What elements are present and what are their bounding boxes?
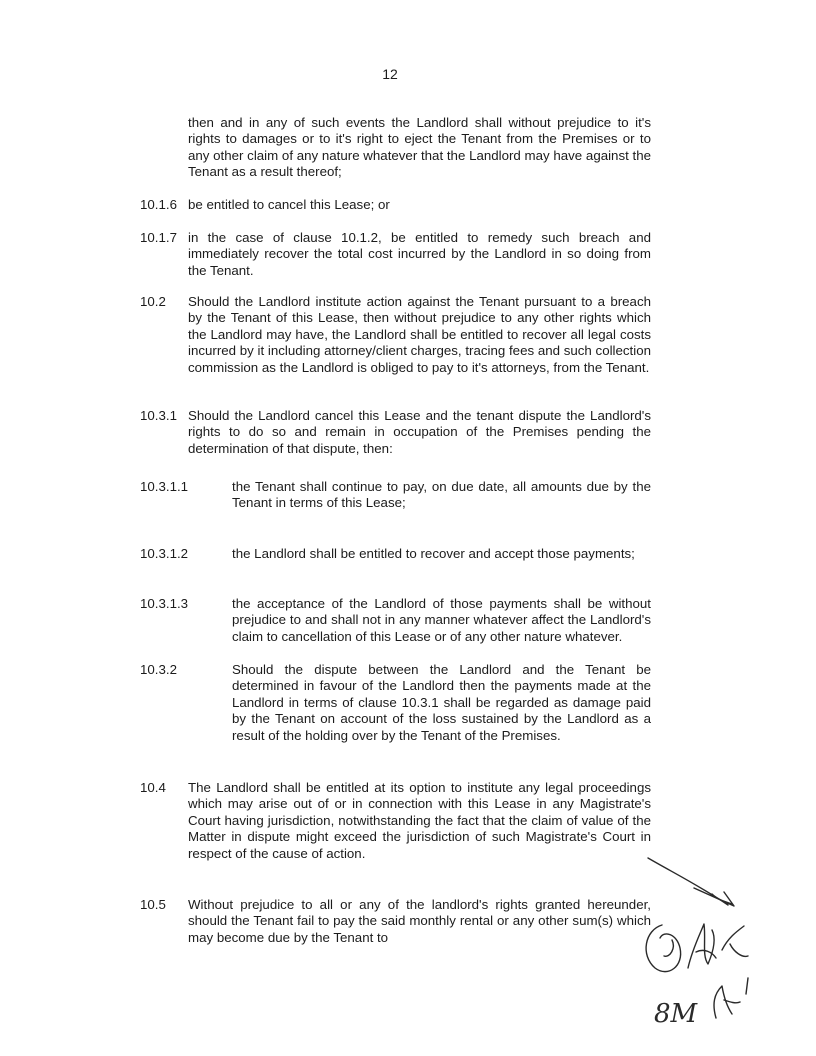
clause-number: 10.1.7 xyxy=(140,230,177,245)
signature-pen-stroke xyxy=(688,924,714,968)
clause-number: 10.3.1 xyxy=(140,408,177,423)
clause-number: 10.5 xyxy=(140,897,166,912)
signature-pen-stroke xyxy=(722,926,748,956)
clause-text: the acceptance of the Landlord of those payments shall be without prejudice to and shall not in any manner whatever affect the Landlord's claim to cancellation of this Lease or of any other nature whatever. xyxy=(232,596,651,644)
signature-pen-stroke xyxy=(712,894,732,904)
clause-number: 10.3.1.3 xyxy=(140,596,189,611)
intro-paragraph: then and in any of such events the Landlord shall without prejudice to it's rights to damages or to it's right to eject the Tenant from the Premises or to any other claim of any nature whatever that the Landlord may have against the Tenant as a result thereof; xyxy=(188,115,651,180)
signature-pen-stroke xyxy=(646,925,681,972)
clause-text: Without prejudice to all or any of the landlord's rights granted hereunder, should the Tenant fail to pay the said monthly rental or any other sum(s) which may become due by the Tenant to xyxy=(188,897,651,945)
clause-number: 10.2 xyxy=(140,294,166,309)
handwritten-initials: 8M xyxy=(654,999,698,1029)
clause-text: be entitled to cancel this Lease; or xyxy=(188,197,390,212)
clause-text: The Landlord shall be entitled at its option to institute any legal proceedings which may arise out of or in connection with this Lease in any Magistrate's Court having jurisdiction, notwithstanding the fact that the claim of value of the Matter in dispute might exceed the jurisdiction of such Magistrate's Court in respect of the cause of action. xyxy=(188,780,651,861)
clause-text: in the case of clause 10.1.2, be entitled to remedy such breach and immediately recover the total cost incurred by the Landlord in so doing from the Tenant. xyxy=(188,230,651,278)
clause-number: 10.1.6 xyxy=(140,197,177,212)
clause-number: 10.3.1.2 xyxy=(140,546,189,561)
clause-text: Should the dispute between the Landlord and the Tenant be determined in favour of the Landlord then the payments made at the Landlord in terms of clause 10.3.1 shall be regarded as damage paid by the Tenant on account of the loss sustained by the Landlord as a result of the holding over by the Tenant of the Premises. xyxy=(232,662,651,743)
clause-text: Should the Landlord cancel this Lease and the tenant dispute the Landlord's rights to do so and remain in occupation of the Premises pending the determination of that dispute, then: xyxy=(188,408,651,456)
signature-pen-stroke xyxy=(648,858,734,906)
clause-number: 10.3.2 xyxy=(140,662,177,677)
page-number: 12 xyxy=(382,66,398,82)
clause-number: 10.4 xyxy=(140,780,166,795)
signature-pen-stroke xyxy=(714,986,740,1018)
signature-pen-stroke xyxy=(696,950,716,958)
signature-pen-stroke xyxy=(664,940,673,956)
signature-pen-stroke xyxy=(746,978,748,994)
clause-text: the Tenant shall continue to pay, on due date, all amounts due by the Tenant in terms of this Lease; xyxy=(232,479,651,511)
clause-text: Should the Landlord institute action against the Tenant pursuant to a breach by the Tenant of this Lease, then without prejudice to any other rights which the Landlord may have, the Landlord shall be entitled to recover all legal costs incurred by it including attorney/client charges, tracing fees and such collection commission as the Landlord is obliged to pay to it's attorneys, from the Tenant. xyxy=(188,294,651,375)
clause-text: the Landlord shall be entitled to recover and accept those payments; xyxy=(232,546,635,561)
clause-number: 10.3.1.1 xyxy=(140,479,189,494)
